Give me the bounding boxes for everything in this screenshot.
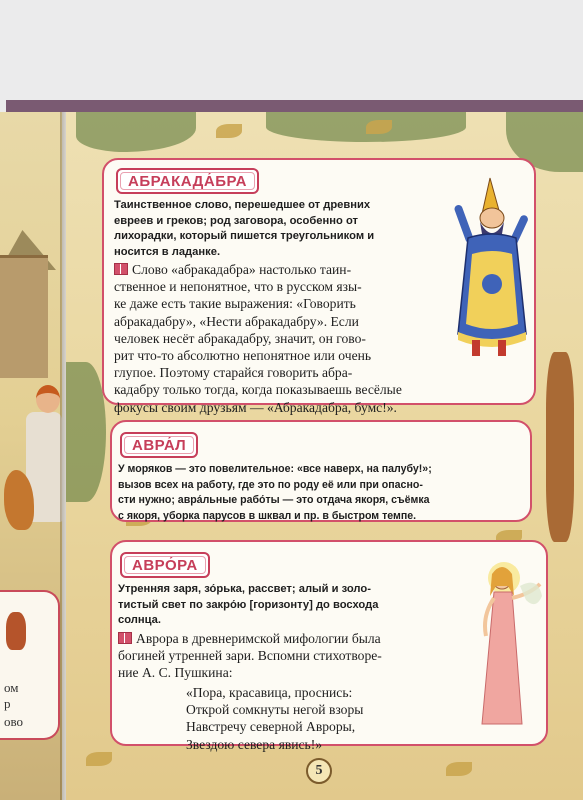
boy-head-illustration (36, 385, 60, 413)
left-page-fragment: р (4, 696, 11, 711)
story-line: ние А. С. Пушкина: (118, 665, 233, 681)
book-cover-edge (6, 100, 583, 112)
definition-line: носится в ладанке. (114, 245, 221, 258)
book-icon (114, 263, 128, 275)
left-page-fragment: ом (4, 680, 19, 695)
story-line: богиней утренней зари. Вспомни стихотворе- (118, 648, 382, 664)
definition (118, 462, 432, 524)
story (114, 261, 402, 416)
foliage-decoration (76, 112, 196, 152)
story-line: человек несёт абракадабру, значит, он гово- (114, 330, 366, 346)
leaf-decoration (216, 124, 242, 138)
magician-illustration (442, 174, 536, 364)
headword-tag (116, 168, 259, 194)
leaf-decoration (446, 762, 472, 776)
story-line: рит что-то абсолютно непонятное или очень (114, 348, 372, 364)
headword-tag (120, 552, 210, 578)
story-line: ке даже есть такие выражения: «Говорить (114, 296, 356, 312)
story (118, 630, 382, 682)
headword-tag (120, 432, 198, 458)
left-page-fragment: ово (4, 714, 24, 729)
story-line: ственное и непонятное, что в русском язы- (114, 279, 362, 295)
definition-line: сти нужно; авра́льные рабо́ты — это отдача якоря, съёмка (118, 494, 430, 507)
poem-line: Звездою севера явись!» (186, 736, 323, 752)
foliage-decoration (66, 362, 106, 502)
story-line: кадабру только тогда, когда показываешь весёлые (114, 382, 402, 398)
aurora-goddess-illustration (460, 556, 544, 736)
story-line: фокусы своим друзьям — «Абракадабра, бумс!». (114, 399, 397, 415)
story-line: Слово «абракадабра» настолько таин- (132, 262, 352, 277)
poem-line: Навстречу северной Авроры, (186, 719, 356, 735)
pot-illustration (6, 612, 26, 650)
definition-line: тистый свет по закро́ю [горизонту] до восхода (118, 598, 379, 611)
entry-card-avral (110, 420, 532, 522)
entry-card-abracadabra (102, 158, 536, 415)
definition (114, 198, 374, 260)
poem (186, 684, 363, 753)
definition-line: лихорадки, который пишется треугольником и (114, 230, 375, 243)
definition-line: вызов всех на работу, где это по роду её или при опасно- (118, 478, 423, 491)
headword: АВРА́Л (132, 436, 187, 454)
headword: АВРО́РА (132, 556, 198, 574)
entry-card-avrora (110, 540, 548, 752)
hut-illustration (0, 255, 48, 378)
definition-line: У моряков — это повелительное: «все наверх, на палубу!»; (118, 463, 432, 475)
story-line: глупое. Поэтому старайся говорить абра- (114, 365, 353, 381)
headword: АБРАКАДА́БРА (128, 172, 247, 190)
leaf-decoration (366, 120, 392, 134)
definition-line: евреев и греков; род заговора, особенно от (114, 214, 358, 227)
tree-trunk-decoration (546, 352, 574, 542)
story-line: абракадабру», «Нести абракадабру». Если (114, 313, 359, 329)
book-icon (118, 632, 132, 644)
definition (118, 582, 378, 629)
poem-line: Открой сомкнуты негой взоры (186, 702, 364, 718)
poem-line: «Пора, красавица, проснись: (186, 685, 353, 700)
story-line: Аврора в древнеримской мифологии была (136, 631, 381, 646)
definition-line: с якоря, уборка парусов в шквал и пр. в быстром темпе. (118, 509, 417, 522)
leaf-decoration (86, 752, 112, 766)
definition-line: солнца. (118, 614, 161, 627)
definition-line: Утренняя заря, зо́рька, рассвет; алый и золо- (118, 583, 371, 595)
definition-line: Таинственное слово, перешедшее от древних (114, 199, 371, 211)
page-number: 5 (306, 758, 332, 784)
scan-background (0, 0, 583, 108)
